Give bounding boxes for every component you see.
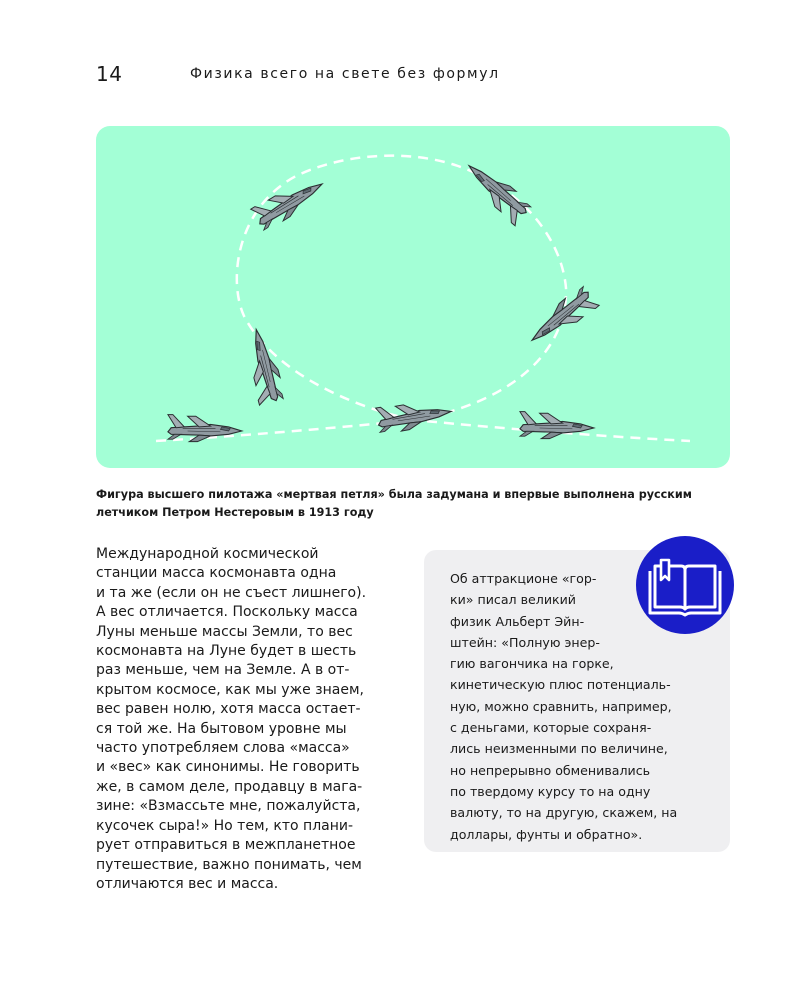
loop-diagram [96,126,730,468]
note-line: по твердому курсу то на одну [450,783,651,799]
jet-icon [168,415,242,442]
note-line: ки» писал великий [450,592,576,608]
body-line: отличаются вес и масса. [96,875,279,892]
jet-icon [525,285,599,353]
body-line: же, в самом деле, продавцу в мага- [96,778,363,795]
body-paragraph [96,545,396,894]
body-line: ся той же. На бытовом уровне мы [96,720,347,737]
body-line: и та же (если он не съест лишнего). [96,584,367,601]
note-line: но непрерывно обменивались [450,762,651,778]
note-line: кинетическую плюс потенциаль- [450,677,671,693]
body-line: Международной космической [96,546,319,562]
note-line: физик Альберт Эйн- [450,613,585,629]
note-line: валюту, то на другую, скажем, на [450,805,678,821]
note-line: доллары, фунты и обратно». [450,826,643,842]
body-line: А вес отличается. Поскольку масса [96,604,358,621]
body-line: зине: «Взмассьте мне, пожалуйста, [96,798,361,815]
open-book-icon [636,536,734,634]
jet-icon [459,158,533,226]
dead-loop-illustration [96,126,730,468]
body-line: крытом космосе, как мы уже знаем, [96,681,364,698]
body-line: путешествие, важно понимать, чем [96,856,362,873]
note-line: Об аттракционе «гор- [450,571,597,586]
jet-icon [240,327,285,405]
body-line: и «вес» как синонимы. Не говорить [96,759,360,776]
note-line: лись неизменными по величине, [450,741,668,757]
body-line: Луны меньше массы Земли, то вес [96,623,353,640]
body-line: космонавта на Луне будет в шесть [96,643,357,660]
note-line: штейн: «Полную энер- [450,634,600,650]
note-line: гию вагончика на горке, [450,656,614,672]
body-line: рует отправиться в межпланетное [96,837,356,854]
body-line: станции масса космонавта одна [96,565,337,582]
note-line: с деньгами, которые сохраня- [450,720,652,736]
body-line: кусочек сыра!» Но тем, кто плани- [96,817,354,834]
note-line: ную, можно сравнить, например, [450,698,672,714]
page-number: 14 [96,62,123,86]
caption-line: летчиком Петром Нестеровым в 1913 году [96,506,374,519]
body-line: вес равен нолю, хотя масса остает- [96,701,361,718]
body-line: часто употребляем слова «масса» [96,740,350,757]
running-title: Физика всего на свете без формул [190,66,500,82]
jet-icon [376,395,453,434]
body-line: раз меньше, чем на Земле. А в от- [96,662,350,679]
figure-caption [96,486,730,522]
caption-line: Фигура высшего пилотажа «мертвая петля» была задумана и впервые выполнена русским [96,488,692,501]
